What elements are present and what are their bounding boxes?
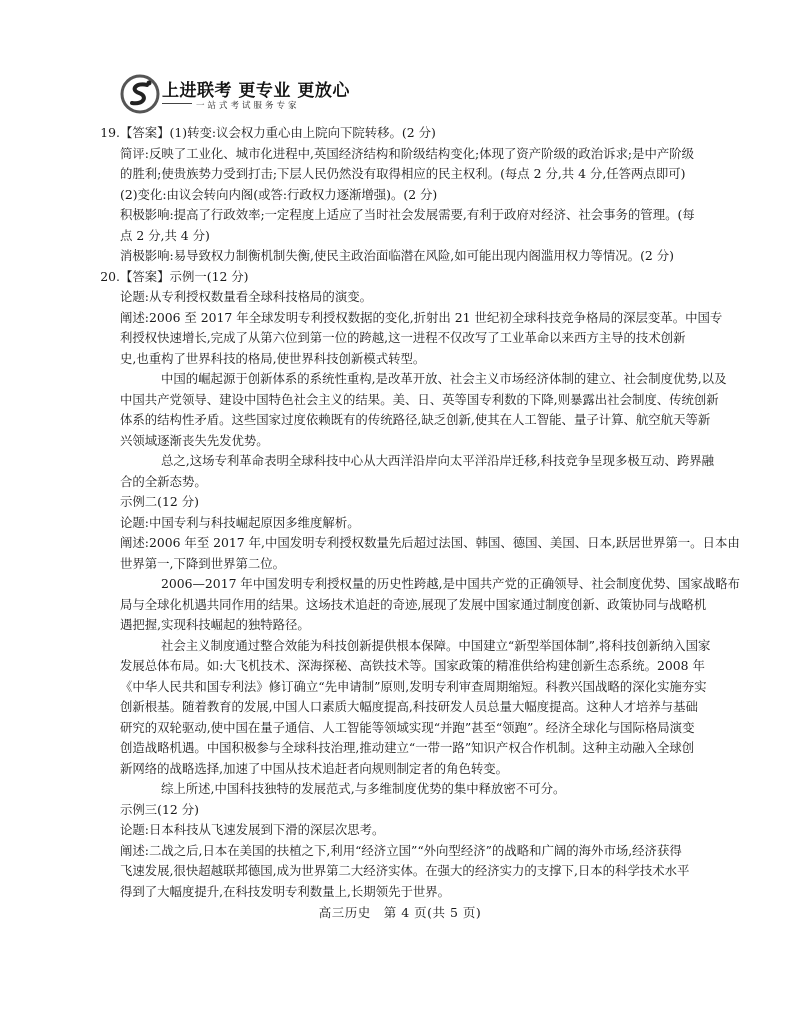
example2-paragraph: 研究的双轮驱动,使中国在量子通信、人工智能等领域实现“并跑”甚至“领跑”。经济全球化与国际格局演变 xyxy=(120,719,695,735)
example1-elaboration: 阐述:2006 至 2017 年全球发明专利授权数据的变化,折射出 21 世纪初全球科技竞争格局的深层变革。中国专 xyxy=(120,309,723,325)
example2-thesis: 论题:中国专利与科技崛起原因多维度解析。 xyxy=(120,514,360,530)
example2-paragraph: 2006—2017 年中国发明专利授权量的历史性跨越,是中国共产党的正确领导、社会制度优势、国家战略布 xyxy=(161,576,740,591)
example1-elaboration: 史,也重构了世界科技的格局,使世界科技创新模式转型。 xyxy=(120,350,426,366)
example1-paragraph: 体系的结构性矛盾。这些国家过度依赖既有的传统路径,缺乏创新,使其在人工智能、量子计算、航空航天等新 xyxy=(120,412,711,427)
brand-divider xyxy=(162,103,192,104)
q19-line: 的胜利;使贵族势力受到打击;下层人民仍然没有取得相应的民主权利。(每点 2 分,共 4 分,任答两点即可) xyxy=(120,166,686,181)
example1-paragraph: 中国共产党领导、建设中国特色社会主义的结果。美、日、英等国专利数的下降,则暴露出社会制度、传统创新 xyxy=(120,391,719,407)
example1-paragraph: 兴领域逐渐丧失先发优势。 xyxy=(120,432,269,448)
q19-line: (2)变化:由议会转向内阁(或答:行政权力逐渐增强)。(2 分) xyxy=(120,186,438,202)
example2-paragraph: 《中华人民共和国专利法》修订确立“先申请制”原则,发明专利审查周期缩短。科教兴国战略的深化实施夯实 xyxy=(120,678,707,694)
brand-subtitle: 一站式考试服务专家 xyxy=(196,101,300,111)
answer-content xyxy=(100,123,740,902)
q20-header: 20.【答案】示例一(12 分) xyxy=(120,267,685,288)
example3-thesis: 论题:日本科技从飞速发展到下滑的深层次思考。 xyxy=(120,822,385,837)
q19-line: 点 2 分,共 4 分) xyxy=(120,227,210,243)
example1-paragraph: 中国的崛起源于创新体系的系统性重构,是改革开放、社会主义市场经济体制的建立、社会制度优势,以及 xyxy=(161,371,727,386)
example2-paragraph: 新网络的战略选择,加速了中国从技术追赶者向规则制定者的角色转变。 xyxy=(120,760,509,776)
example2-conclusion: 综上所述,中国科技独特的发展范式,与多维制度优势的集中释放密不可分。 xyxy=(161,781,566,796)
example1-conclusion: 合的全新态势。 xyxy=(120,473,207,489)
example2-paragraph: 局与全球化机遇共同作用的结果。这场技术追赶的奇迹,展现了发展中国家通过制度创新、政策协同与战略机 xyxy=(120,596,707,612)
example3-elaboration: 飞速发展,很快超越联邦德国,成为世界第二大经济实体。在强大的经济实力的支撑下,日本的科学技术水平 xyxy=(120,863,690,878)
example3-elaboration: 阐述:二战之后,日本在美国的扶植之下,利用“经济立国”“外向型经济”的战略和广阔的海外市场,经济获得 xyxy=(120,842,682,858)
example2-paragraph: 发展总体布局。如:大飞机技术、深海探秘、高铁技术等。国家政策的精准供给构建创新生态系统。2008 年 xyxy=(120,658,705,673)
q19-line: 消极影响:易导致权力制衡机制失衡,使民主政治面临潜在风险,如可能出现内阁滥用权力等情况。(2 分) xyxy=(120,248,674,263)
example2-paragraph: 创新根基。随着教育的发展,中国人口素质大幅度提高,科技研发人员总量大幅度提高。这种人才培养与基础 xyxy=(120,699,698,714)
example1-elaboration: 利授权快速增长,完成了从第六位到第一位的跨越,这一进程不仅改写了工业革命以来西方主导的技术创新 xyxy=(120,330,686,345)
example2-paragraph: 社会主义制度通过整合效能为科技创新提供根本保障。中国建立“新型举国体制”,将科技创新纳入国家 xyxy=(161,637,711,653)
example2-paragraph: 遇把握,实现科技崛起的独特路径。 xyxy=(120,617,310,632)
example2-header: 示例二(12 分) xyxy=(120,494,199,509)
s-swirl-logo-icon xyxy=(120,74,160,114)
example2-paragraph: 创造战略机遇。中国积极参与全球科技治理,推动建立“一带一路”知识产权合作机制。这种主动融入全球创 xyxy=(120,740,695,755)
q19-line: 简评:反映了工业化、城市化进程中,英国经济结构和阶级结构变化;体现了资产阶级的政治诉求;是中产阶级 xyxy=(120,145,695,161)
brand-slogan: 上进联考 更专业 更放心 xyxy=(162,81,350,101)
question-number: 19. xyxy=(100,125,120,140)
example1-thesis: 论题:从专利授权数量看全球科技格局的演变。 xyxy=(120,289,372,304)
example2-elaboration: 世界第一,下降到世界第二位。 xyxy=(120,555,286,571)
example1-conclusion: 总之,这场专利革命表明全球科技中心从大西洋沿岸向太平洋沿岸迁移,科技竞争呈现多极互动、跨界融 xyxy=(161,453,715,468)
example3-header: 示例三(12 分) xyxy=(120,801,199,817)
question-number: 20. xyxy=(100,268,120,284)
q19-line: 19.【答案】(1)转变:议会权力重心由上院向下院转移。(2 分) xyxy=(120,123,685,144)
q19-line: 积极影响:提高了行政效率;一定程度上适应了当时社会发展需要,有利于政府对经济、社会事务的管理。(每 xyxy=(120,207,695,222)
page-header xyxy=(120,72,520,120)
example3-elaboration: 得到了大幅度提升,在科技发明专利数量上,长期领先于世界。 xyxy=(120,883,451,899)
page-footer: 高三历史 第 4 页(共 5 页) xyxy=(318,905,482,920)
example2-elaboration: 阐述:2006 年至 2017 年,中国发明专利授权数量先后超过法国、韩国、德国、美国、日本,跃居世界第一。日本由 xyxy=(120,535,740,550)
